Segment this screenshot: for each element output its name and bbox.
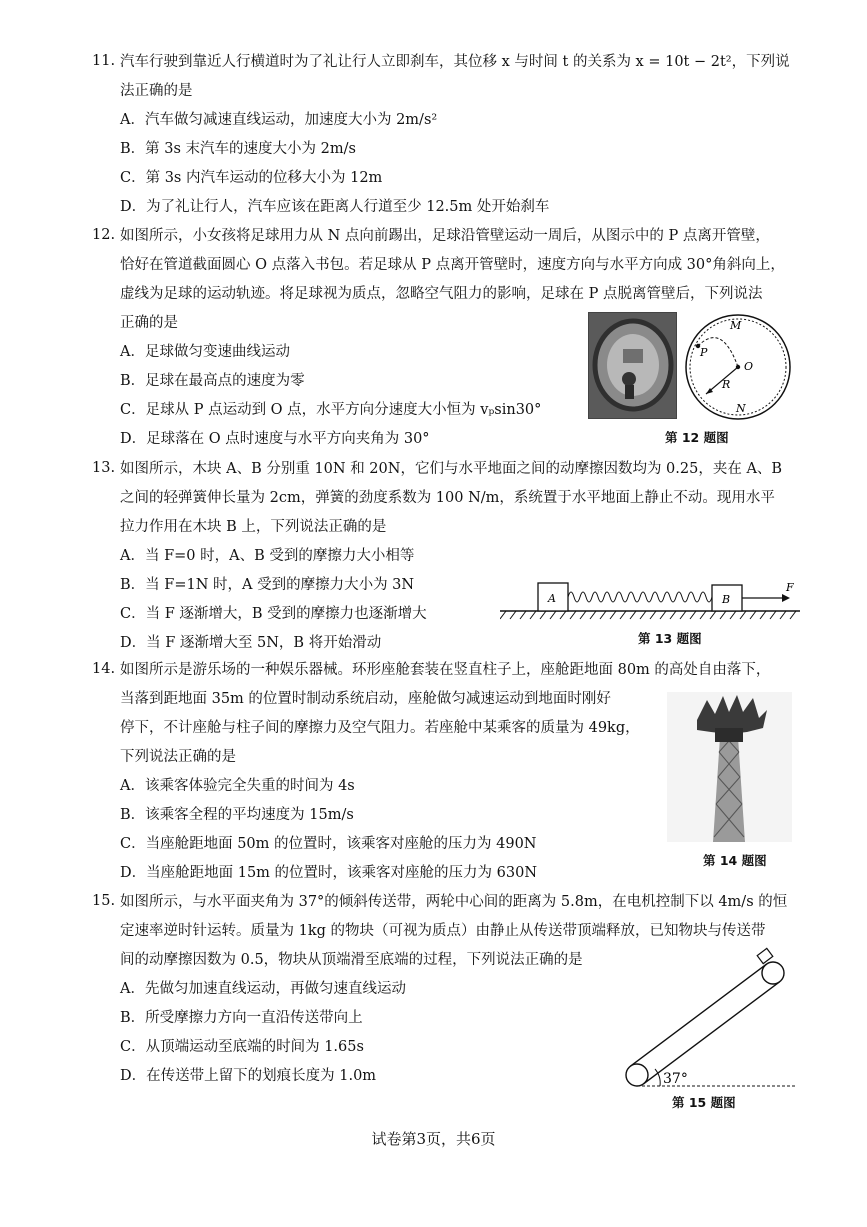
q12-caption: 第 12 题图 (665, 430, 729, 445)
q12-circle-diagram (680, 312, 796, 422)
q12-option-d: D．足球落在 O 点时速度与水平方向夹角为 30° (120, 431, 430, 447)
q12-label-m: M (730, 319, 742, 332)
q14-stem-line-2: 当落到距地面 35m 的位置时制动系统启动，座舱做匀减速运动到地面时刚好 (120, 691, 611, 707)
q13-option-d: D．当 F 逐渐增大至 5N，B 将开始滑动 (120, 635, 382, 651)
q11-option-a: A．汽车做匀减速直线运动，加速度大小为 2m/s² (120, 112, 438, 128)
q13-caption: 第 13 题图 (638, 631, 702, 646)
q13-stem-line-2: 之间的轻弹簧伸长量为 2cm，弹簧的劲度系数为 100 N/m，系统置于水平地面上静止不动。现用水平 (120, 490, 775, 506)
q15-number: 15. (92, 893, 116, 909)
q13-number: 13. (92, 460, 116, 476)
q13-option-a: A．当 F=0 时，A、B 受到的摩擦力大小相等 (120, 548, 415, 564)
q12-option-c: C．足球从 P 点运动到 O 点，水平方向分速度大小恒为 vₚsin30° (120, 402, 542, 418)
q12-stem-line-1: 如图所示，小女孩将足球用力从 N 点向前踢出，足球沿管壁运动一周后，从图示中的 P 点离开管壁， (120, 228, 770, 244)
q13-label-b: B (722, 593, 731, 606)
q15-stem-line-1: 如图所示，与水平面夹角为 37°的倾斜传送带，两轮中心间的距离为 5.8m，在电机控制下以 4m/s 的恒 (120, 894, 788, 910)
q14-caption: 第 14 题图 (703, 853, 767, 868)
q11-stem-line-2: 法正确的是 (120, 83, 193, 99)
q12-photo (588, 312, 677, 419)
q14-tower-photo (667, 692, 792, 842)
q15-conveyor-diagram (615, 945, 805, 1090)
q11-number: 11. (92, 53, 116, 69)
q15-option-a: A．先做匀加速直线运动，再做匀速直线运动 (120, 981, 406, 997)
q15-stem-line-2: 定速率逆时针运转。质量为 1kg 的物块（可视为质点）由静止从传送带顶端释放，已知物块与传送带 (120, 923, 766, 939)
q12-stem-line-2: 恰好在管道截面圆心 O 点落入书包。若足球从 P 点离开管壁时，速度方向与水平方向成 30°角斜向上， (120, 257, 785, 273)
q11-option-d: D．为了礼让行人，汽车应该在距离人行道至少 12.5m 处开始刹车 (120, 199, 550, 215)
q11-option-c: C．第 3s 内汽车运动的位移大小为 12m (120, 170, 383, 186)
q13-option-b: B．当 F=1N 时，A 受到的摩擦力大小为 3N (120, 577, 415, 593)
q15-angle-label: 37° (663, 1071, 688, 1087)
q15-option-d: D．在传送带上留下的划痕长度为 1.0m (120, 1068, 377, 1084)
q14-stem-line-1: 如图所示是游乐场的一种娱乐器械。环形座舱套装在竖直柱子上，座舱距地面 80m 的高处自由落下， (120, 662, 771, 678)
q14-stem-line-3: 停下，不计座舱与柱子间的摩擦力及空气阻力。若座舱中某乘客的质量为 49kg， (120, 720, 640, 736)
q12-option-a: A．足球做匀变速曲线运动 (120, 344, 290, 360)
q12-label-r: R (722, 378, 731, 391)
q14-option-d: D．当座舱距地面 15m 的位置时，该乘客对座舱的压力为 630N (120, 865, 538, 881)
q13-spring-diagram (500, 578, 800, 624)
q13-stem-line-1: 如图所示，木块 A、B 分别重 10N 和 20N，它们与水平地面之间的动摩擦因数均为 0.25，夹在 A、B (120, 461, 783, 477)
q12-label-n: N (736, 402, 746, 415)
q12-stem-line-4: 正确的是 (120, 315, 178, 331)
q14-option-b: B．该乘客全程的平均速度为 15m/s (120, 807, 354, 823)
q12-option-b: B．足球在最高点的速度为零 (120, 373, 305, 389)
q12-stem-line-3: 虚线为足球的运动轨迹。将足球视为质点，忽略空气阻力的影响，足球在 P 点脱离管壁后，下列说法 (120, 286, 763, 302)
q12-label-p: P (700, 346, 708, 359)
q15-option-c: C．从顶端运动至底端的时间为 1.65s (120, 1039, 364, 1055)
page-footer: 试卷第3页，共6页 (371, 1130, 496, 1148)
q14-stem-line-4: 下列说法正确的是 (120, 749, 236, 765)
q15-caption: 第 15 题图 (672, 1095, 736, 1110)
q15-option-b: B．所受摩擦力方向一直沿传送带向上 (120, 1010, 363, 1026)
q12-label-o: O (744, 360, 754, 373)
q14-option-c: C．当座舱距地面 50m 的位置时，该乘客对座舱的压力为 490N (120, 836, 537, 852)
q14-option-a: A．该乘客体验完全失重的时间为 4s (120, 778, 355, 794)
q15-stem-line-3: 间的动摩擦因数为 0.5，物块从顶端滑至底端的过程，下列说法正确的是 (120, 952, 583, 968)
q11-stem-line-1: 汽车行驶到靠近人行横道时为了礼让行人立即刹车，其位移 x 与时间 t 的关系为 x = 10t − 2t²，下列说 (120, 54, 790, 70)
q13-label-f: F (786, 581, 794, 594)
q13-label-a: A (548, 592, 556, 605)
q13-stem-line-3: 拉力作用在木块 B 上，下列说法正确的是 (120, 519, 387, 535)
q14-number: 14. (92, 661, 116, 677)
q12-number: 12. (92, 227, 116, 243)
q13-option-c: C．当 F 逐渐增大，B 受到的摩擦力也逐渐增大 (120, 606, 427, 622)
q11-option-b: B．第 3s 末汽车的速度大小为 2m/s (120, 141, 356, 157)
